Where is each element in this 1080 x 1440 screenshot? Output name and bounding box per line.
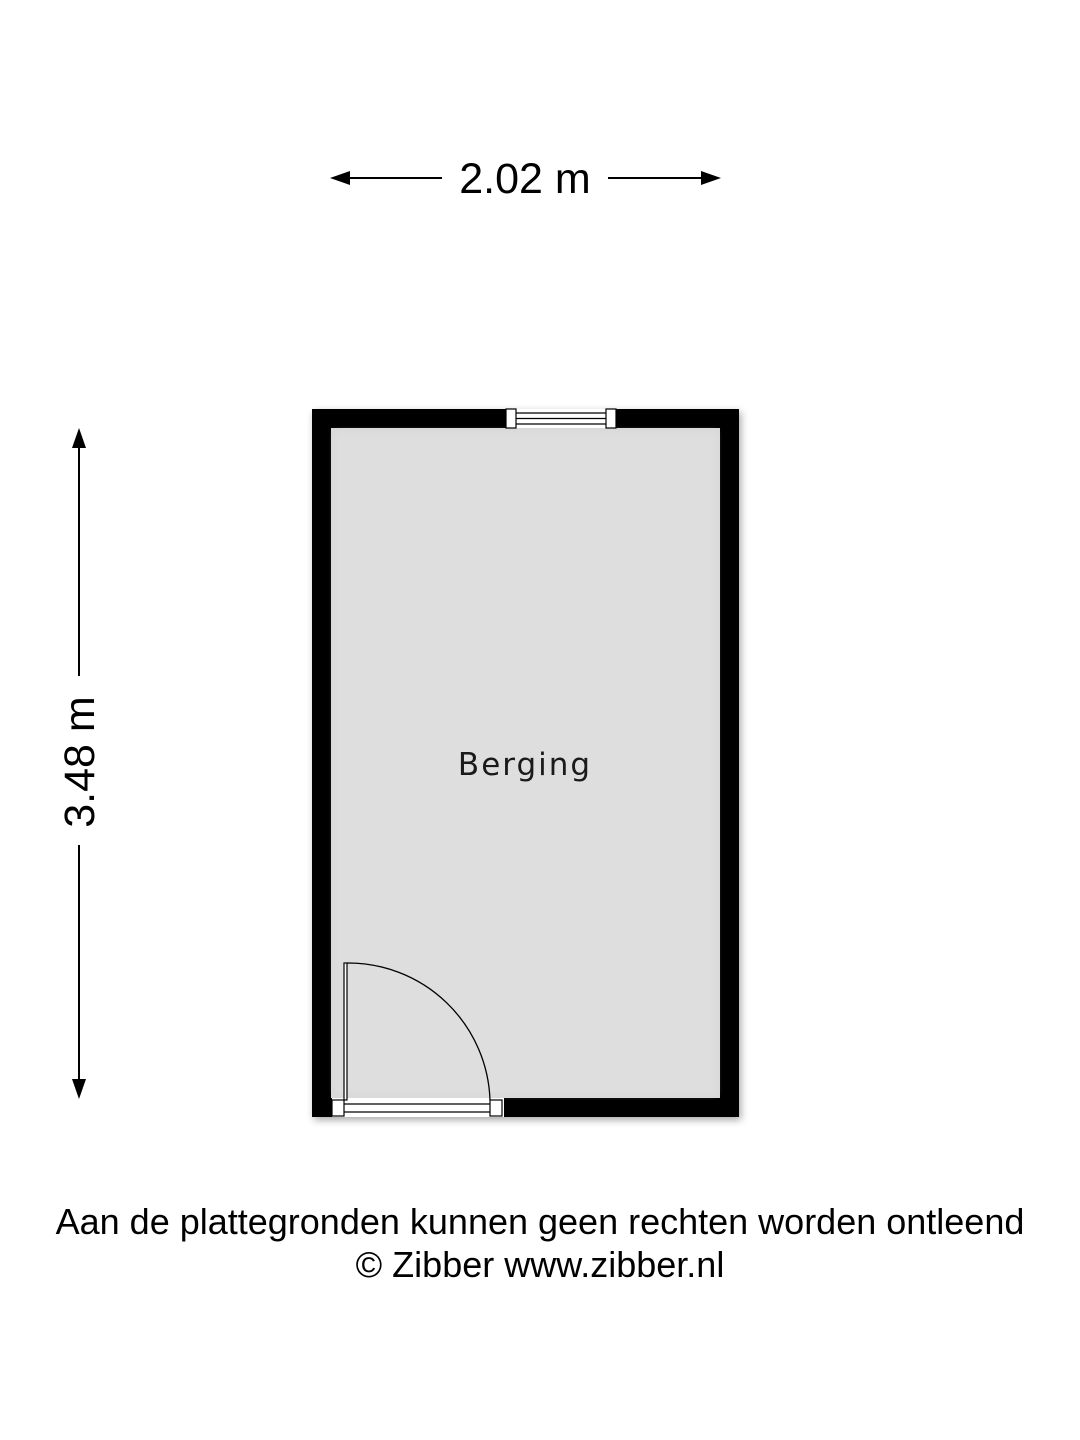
disclaimer-text: Aan de plattegronden kunnen geen rechten worden ontleend (55, 1201, 1025, 1242)
room-label: Berging (457, 747, 593, 783)
window-top (506, 409, 616, 428)
arrow-left-icon (330, 171, 350, 185)
height-label: 3.48 m (56, 696, 104, 828)
arrow-up-icon (72, 428, 86, 448)
footer (0, 1200, 1080, 1286)
arrow-right-icon (701, 171, 721, 185)
copyright-text: © Zibber www.zibber.nl (355, 1244, 725, 1285)
arrow-down-icon (72, 1079, 86, 1099)
room-berging (312, 409, 739, 1117)
width-dimension (330, 155, 721, 203)
height-dimension (56, 428, 104, 1099)
door-leaf (344, 963, 347, 1100)
width-label: 2.02 m (459, 155, 591, 203)
